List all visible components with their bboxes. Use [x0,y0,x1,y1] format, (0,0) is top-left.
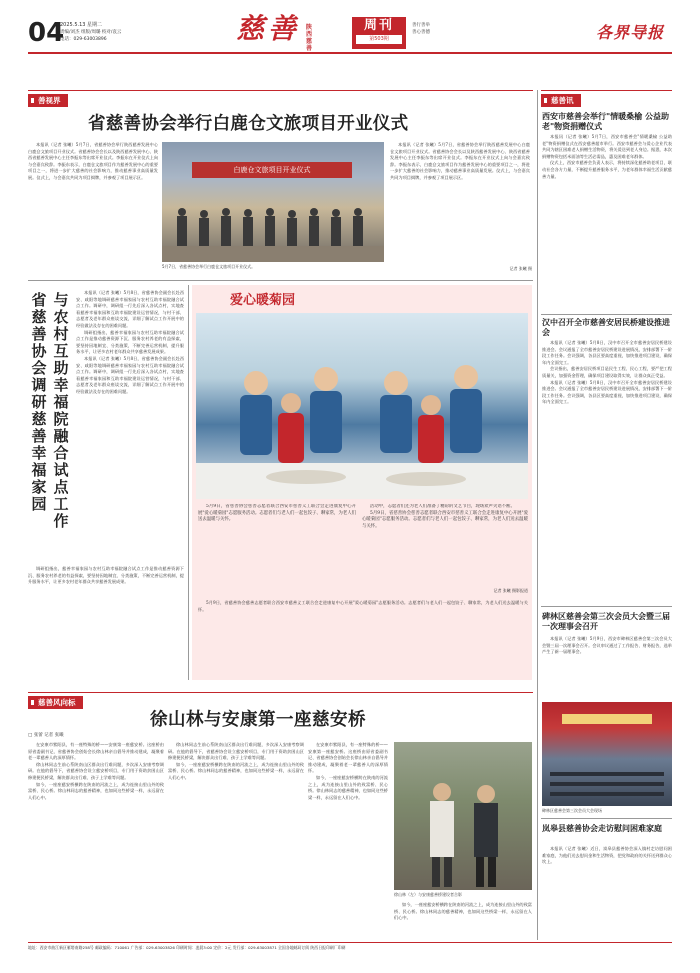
article-survey-text: 本报讯（记者 张曦）5月8日，省慈善协会副会长赴西安、咸阳等地调研慈善幸福家园与农村互助幸福院融合试点工作。调研中，调研组一行先后深入各试点村，实地查看慈善幸福家园和互助幸福院建设运营情况，与村干部、志愿者及老年群众座谈交流，详细了解试点工作开展中的经验做法及存在的困难问题。 [76,290,184,328]
photo-caption-xushanlin: 徐山林（左）与安康慈善桥建设者合影 [394,892,462,897]
footer-rule [28,942,672,943]
weekly-badge [352,17,406,49]
volunteers-scene [196,313,528,499]
right-top-bar [541,90,672,91]
headline-aixin: 爱心暖菊园 [230,293,296,308]
article-survey-text4: 调研组指出，慈善幸福家园与农村互助幸福院融合试点工作是推动慈善资源下沉、服务农村养老的有益探索，要坚持因地制宜、分类施策，不断完善运营机制，提升服务水平，让更多农村老年群众共享慈善发展成果。 [28,566,184,585]
article-bailucang-col3 [390,142,530,266]
feature-caption-text: 5月9日，省慈善协会慈善志愿者联合西安市慈善义工联合会走进康复中心开展"爱心暖菊园"志愿服务活动。志愿者们与老人们一起包饺子、聊家常，为老人们送去温暖与关怀。 [198,504,356,523]
photo-xushanlin [394,742,532,890]
article-ciaqiao-p6: 在安康市紫阳县，有一座特殊的桥——安康第一座慈安桥。这座桥由原省委副书记、省慈善协会创始会长徐山林亲自倡导并推动建成，凝聚着老一辈慈善人的深厚情怀。 [308,742,388,774]
footer-printer: 陕西日报印刷厂印刷 [310,945,346,950]
article-hanzhong [542,340,672,602]
page-number: 04 [28,18,65,48]
section-tag-shanshijie: 善视界 [28,94,68,107]
article-ciaqiao-col4 [394,902,532,940]
byline-text: 张蕾 记者 张曦 [33,733,64,738]
issue-date [60,22,102,29]
masthead-rule [28,52,672,54]
date-text: 2025.5.13 [60,22,86,28]
xushanlin-figures [394,742,532,890]
article-bailucang-text: 本报讯（记者 张曦）5月7日，省慈善协会举行陕西慈善发展中心白鹿仓文旅项目开业仪式。省慈善协会会长以及陕西慈善发展中心、陕西省慈善发展中心主任李振东等出席开业仪式。李振东在开业仪式上向与会嘉宾致辞。李振东表示，白鹿仓文旅项目作为慈善发展中心的重要项目之一，将进一步扩大慈善的社会影响力，推动慈善事业高质量发展。仪式上，与会嘉宾共同为项目揭牌，并参观了项目展示区。 [28,142,158,180]
article-hanzhong-text3: 本报讯（记者 张曦）5月8日，汉中市召开全市慈善安居民桥建设推进会。会议通报了全市慈善安居民桥建设进展情况，安排部署下一阶段工作任务。会议强调，各县区要高度重视，加快推进项目建设，确保年内全面完工。 [542,379,672,405]
left-top-bar [28,90,533,91]
feature-caption-right [362,504,528,590]
photo-banner: 白鹿仓文旅项目开业仪式 [192,162,352,178]
feature-caption [198,504,356,590]
vertical-title-b: 与农村互助幸福院融合试点工作 [53,291,69,530]
footer-address: 地址：西安市曲江新区雁塔南路258号 [28,945,94,950]
article-survey-text2: 调研组指出，慈善幸福家园与农村互助幸福院融合试点工作是推动慈善资源下沉、服务农村养老的有益探索，要坚持因地制宜、分类施策，不断完善运营机制，提升服务水平，让更多农村老年群众共享慈善发展成果。 [76,329,184,355]
section-name: 各界导报 [596,23,665,42]
article-bailucang-text-cont: 本报讯（记者 张曦）5月7日，省慈善协会举行陕西慈善发展中心白鹿仓文旅项目开业仪式。省慈善协会会长以及陕西慈善发展中心、陕西省慈善发展中心主任李振东等出席开业仪式。李振东在开业仪式上向与会嘉宾致辞。李振东表示，白鹿仓文旅项目作为慈善发展中心的重要项目之一，将进一步扩大慈善的社会影响力，推动慈善事业高质量发展。仪式上，与会嘉宾共同为项目揭牌，并参观了项目展示区。 [390,142,530,180]
left-bottom-bar [28,692,533,693]
article-xian-donation [542,134,672,310]
editor-line: 责编/刘杰 组版/周璐 校对/袁云 [60,30,122,35]
issue-number: 第503期 [356,35,402,44]
headline-ciaqiao: 徐山林与安康第一座慈安桥 [150,710,366,730]
article-ciaqiao-p5: 如今，一座座慈安桥横跨在陕南的河流之上，成为连接山里山外的致富桥、民心桥。徐山林同志的慈善精神，也如同这些桥梁一样，永远留在人们心中。 [168,761,304,780]
byline-square-icon: □ [28,733,33,738]
article-ciaqiao-p3: 如今，一座座慈安桥横跨在陕南的河流之上，成为连接山里山外的致富桥、民心桥。徐山林同志的慈善精神，也如同这些桥梁一样，永远留在人们心中。 [28,781,164,800]
article-ciaqiao-col2 [168,742,304,940]
article-xian-text1: 本报讯（记者 张曦）5月7日，西安市慈善会"情暖桑榆 公益助老"物资捐赠仪式在西安慈善超市举行。西安市慈善会与爱心企业代表共同为辖区困难老人捐赠生活物资，将关爱送到老人身边。据悉，本次捐赠物资包括米面油等生活必需品，惠及困难老年群体。 [542,134,672,159]
feature-caption-text3: 5月9日，省慈善协会慈善志愿者联合西安市慈善义工联合会走进康复中心开展"爱心暖菊园"志愿服务活动。志愿者们与老人们一起包饺子、聊家常，为老人们送去温暖与关怀。 [362,510,528,529]
divider-r1 [541,314,672,315]
feature-caption-text2: 活动中，志愿者们还为老人们准备了精彩的文艺节目，现场欢声笑语不断。 [370,504,515,509]
article-survey-text3: 本报讯（记者 张曦）5月8日，省慈善协会副会长赴西安、咸阳等地调研慈善幸福家园与农村互助幸福院融合试点工作。调研中，调研组一行先后深入各试点村，实地查看慈善幸福家园和互助幸福院建设运营情况，与村干部、志愿者及老年群众座谈交流，详细了解试点工作开展中的经验做法及存在的困难问题。 [76,355,184,394]
photo-caption-bailucang: 5月7日，省慈善协会举行白鹿仓文旅项目开业仪式。 [162,264,256,269]
footer-ad-phone: 广告部：029-63003826 [130,945,175,950]
article-ciaqiao-p2: 徐山林同志生前心系陕南山区群众出行难问题，多次深入安康考察调研。在他的倡导下，省慈善协会设立慈安桥项目，专门用于资助贫困山区修建便民桥梁，解决群众出行难、孩子上学难等问题。 [28,761,164,780]
tagline-1: 善行善举 [412,23,430,28]
article-bailucang-col1 [28,142,158,274]
divider-r3 [541,818,672,819]
feature-extra-text: 5月9日，省慈善协会慈善志愿者联合西安市慈善义工联合会走进康复中心开展"爱心暖菊园"志愿服务活动。志愿者们与老人们一起包饺子、聊家常，为老人们送去温暖与关怀。 [198,600,528,612]
headline-langao: 岚皋县慈善协会走访慰问困难家庭 [542,824,662,833]
footer-hours: 印刷时间：凌晨3:00 [176,945,213,950]
feature-credit: 记者 张曦 摄影报道 [493,588,528,593]
photo-bailucang-ceremony [162,142,384,262]
article-ciaqiao-p8: 如今，一座座慈安桥横跨在陕南的河流之上，成为连接山里山外的致富桥、民心桥。徐山林同志的慈善精神，也如同这些桥梁一样，永远留在人们心中。 [394,902,532,921]
feature-extra [198,600,528,674]
divider-r2 [541,606,672,607]
article-beilin [542,636,672,698]
masthead-logo: 慈善 [236,12,301,45]
article-hanzhong-text1: 本报讯（记者 张曦）5月8日，汉中市召开全市慈善安居民桥建设推进会。会议通报了全市慈善安居民桥建设进展情况，安排部署下一阶段工作任务。会议强调，各县区要高度重视，加快推进项目建设，确保年内全面完工。 [542,340,672,365]
article-langao-text: 本报讯（记者 张曦）近日，岚皋县慈善协会深入镇村走访慰问困难家庭，为他们送去慰问金和生活物资，把党和政府的关怀送到群众心坎上。 [542,846,672,865]
meeting-hall [542,702,672,806]
weekday-text: 星期二 [87,22,103,28]
article-ciaqiao-col1 [28,742,164,940]
article-beilin-text: 本报讯（记者 张曦）5月9日，西安市碑林区慈善会第三次会员大会暨三届一次理事会召开。会议审议通过了工作报告、财务报告，选举产生了新一届理事会。 [542,636,672,655]
weekly-label: 周刊 [363,18,394,33]
masthead-tagline [412,22,430,36]
article-hanzhong-text2: 会议指出，慈善安居民桥项目是民生工程、民心工程，要严把工程质量关，加强资金管理，确保项目建设取得实效，让群众真正受益。 [542,366,672,378]
photo-caption-beilin: 碑林区慈善会第三次会员大会现场 [542,808,602,813]
credit-bailucang: 记者 张曦 摄 [509,266,532,271]
headline-bailucang: 省慈善协会举行白鹿仓文旅项目开业仪式 [88,114,409,134]
masthead-logo-small: 陕西慈善 [306,24,313,52]
section-tag-cishanxun: 慈善讯 [541,94,581,107]
article-ciaqiao-col3 [308,742,388,940]
article-xian-text2: 仪式上，西安市慈善会负责人表示，将持续深化慈善助老项目，联动社会各方力量，不断提升慈善服务水平，为老年群体幸福生活贡献慈善力量。 [542,160,672,179]
article-ciaqiao-p1: 在安康市紫阳县，有一座特殊的桥——安康第一座慈安桥。这座桥由原省委副书记、省慈善协会创始会长徐山林亲自倡导并推动建成，凝聚着老一辈慈善人的深厚情怀。 [28,742,164,761]
headline-xian-donation: 西安市慈善会举行"情暖桑榆 公益助老"物资捐赠仪式 [542,112,669,131]
divider-1 [28,280,533,281]
vertical-title-a: 省慈善协会调研慈善幸福家园 [31,291,47,513]
photo-volunteers [196,313,528,499]
crowd-silhouettes [162,202,384,262]
tagline-2: 善心善德 [412,30,430,35]
headline-beilin: 碑林区慈善会第三次会员大会暨三届一次理事会召开 [542,612,670,631]
footer-channel: 全国各地邮局订阅 [278,945,310,950]
footer-distribution: 发行部：029-63003871 [232,945,277,950]
article-langao [542,846,672,940]
headline-hanzhong: 汉中召开全市慈善安居民桥建设推进会 [542,318,670,337]
byline-ciaqiao [28,733,64,740]
divider-v1 [188,285,189,680]
footer-price: 定价：2元 [213,945,232,950]
photo-beilin-meeting [542,702,672,806]
article-survey-lower [28,566,184,680]
editor-phone: 电话：029-63003896 [60,37,107,42]
footer-postcode: 邮政编码：710061 [95,945,130,950]
footer-line [28,945,672,951]
divider-v-right [537,90,538,940]
article-ciaqiao-p4: 徐山林同志生前心系陕南山区群众出行难问题，多次深入安康考察调研。在他的倡导下，省慈善协会设立慈安桥项目，专门用于资助贫困山区修建便民桥梁，解决群众出行难、孩子上学难等问题。 [168,742,304,761]
article-ciaqiao-p7: 如今，一座座慈安桥横跨在陕南的河流之上，成为连接山里山外的致富桥、民心桥。徐山林同志的慈善精神，也如同这些桥梁一样，永远留在人们心中。 [308,774,388,800]
section-tag-fengxiangbiao: 慈善风向标 [28,696,83,709]
